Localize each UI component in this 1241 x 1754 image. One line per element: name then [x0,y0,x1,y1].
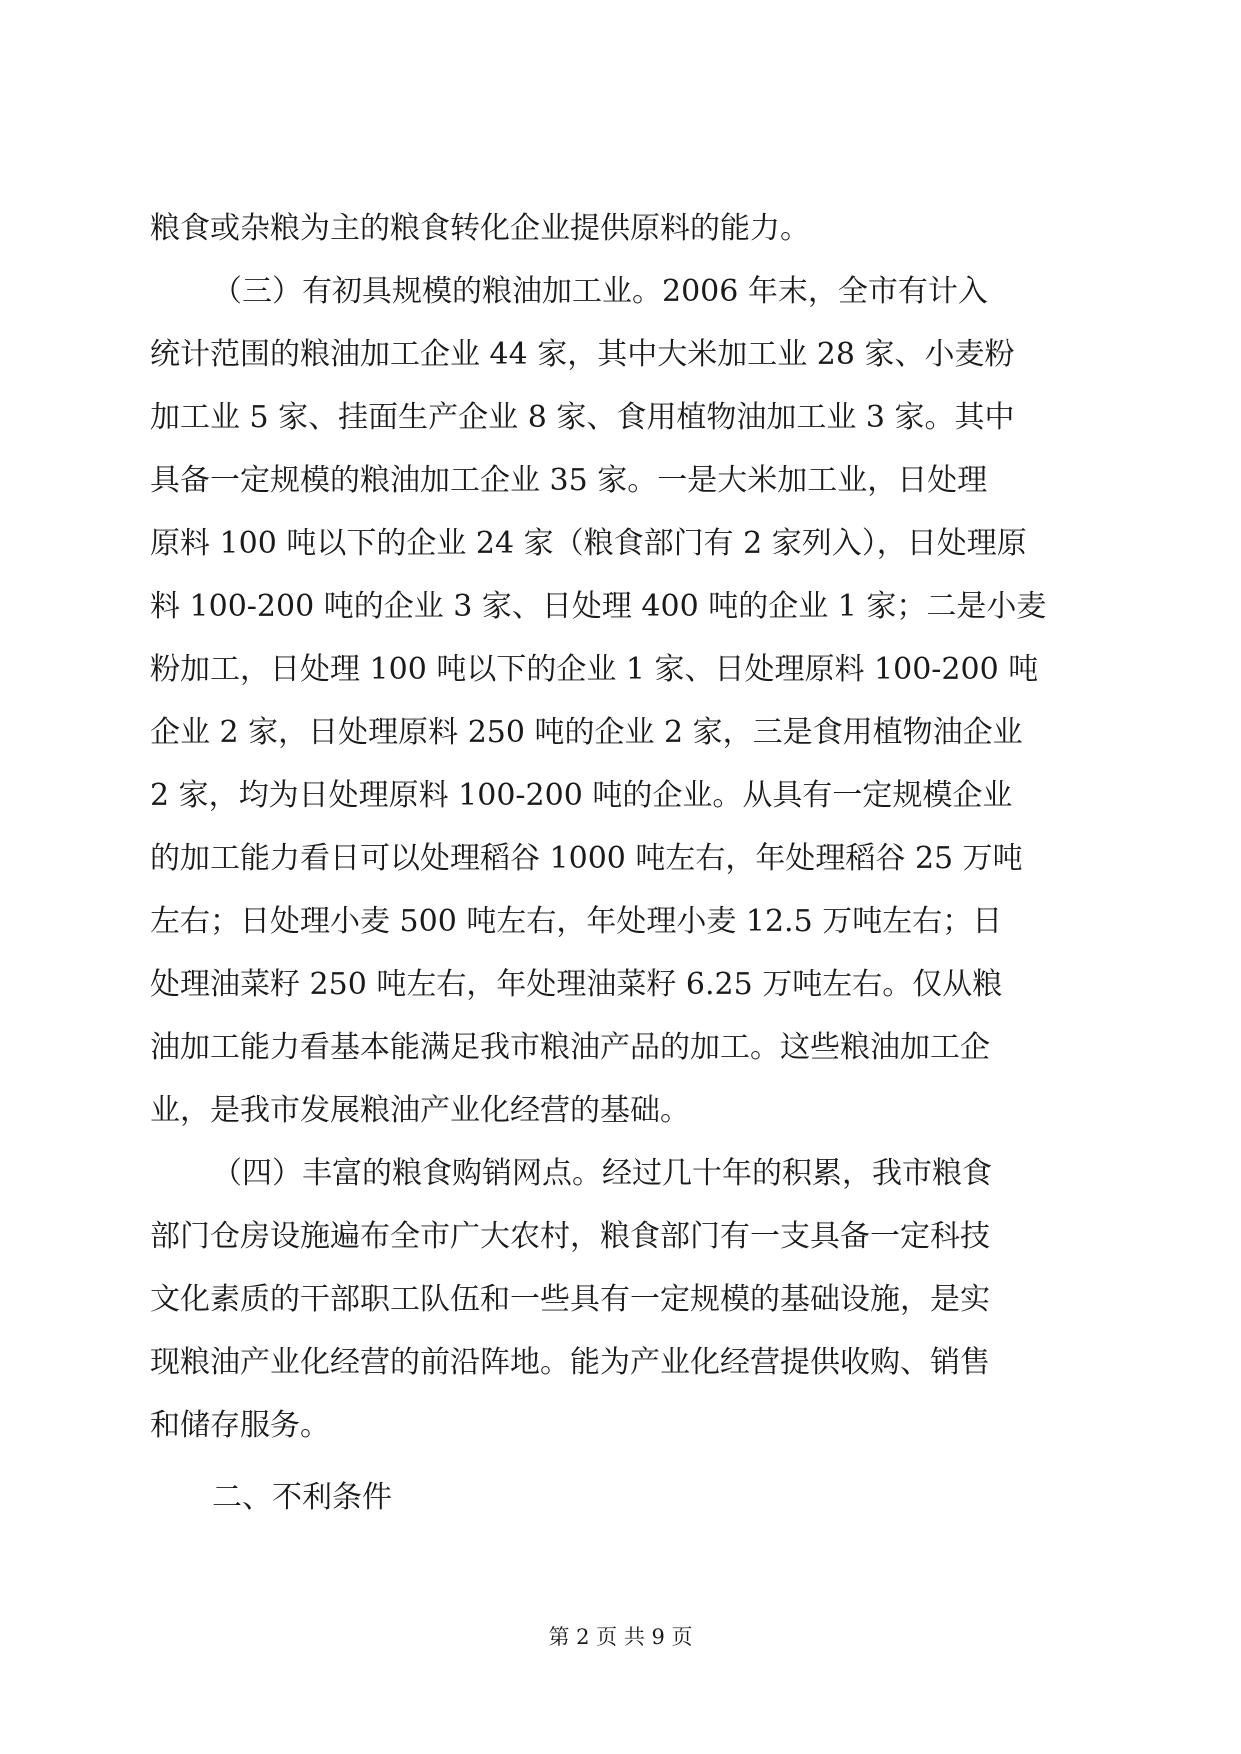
text-line [0,262,1241,322]
text-line [0,640,1241,700]
text-line [0,1396,1241,1456]
line-text: 油加工能力看基本能满足我市粮油产品的加工。这些粮油加工企 [150,1030,990,1065]
line-text: 左右；日处理小麦 500 吨左右，年处理小麦 12.5 万吨左右；日 [150,904,1003,939]
line-text: （三）有初具规模的粮油加工业。2006 年末，全市有计入 [212,274,988,309]
line-text: 和储存服务。 [150,1408,330,1443]
line-text: 加工业 5 家、挂面生产企业 8 家、食用植物油加工业 3 家。其中 [150,400,1015,435]
line-text: 粉加工，日处理 100 吨以下的企业 1 家、日处理原料 100-200 吨 [150,652,1039,687]
line-text: （四）丰富的粮食购销网点。经过几十年的积累，我市粮食 [212,1156,992,1191]
line-text: 部门仓房设施遍布全市广大农村，粮食部门有一支具备一定科技 [150,1219,990,1254]
section-heading [0,1468,1241,1528]
line-text: 粮食或杂粮为主的粮食转化企业提供原料的能力。 [150,211,810,246]
line-text: 具备一定规模的粮油加工企业 35 家。一是大米加工业，日处理 [150,463,988,498]
line-text: 业，是我市发展粮油产业化经营的基础。 [150,1093,690,1128]
line-text: 的加工能力看日可以处理稻谷 1000 吨左右，年处理稻谷 25 万吨 [150,841,1023,876]
line-text: 统计范围的粮油加工企业 44 家，其中大米加工业 28 家、小麦粉 [150,337,1015,372]
text-line [0,1207,1241,1267]
text-line [0,1144,1241,1204]
text-line [0,325,1241,385]
text-line [0,577,1241,637]
line-text: 料 100-200 吨的企业 3 家、日处理 400 吨的企业 1 家；二是小麦 [150,589,1047,624]
line-text: 企业 2 家，日处理原料 250 吨的企业 2 家，三是食用植物油企业 [150,715,1023,750]
text-line [0,451,1241,511]
text-line [0,199,1241,259]
text-line [0,703,1241,763]
text-line [0,1270,1241,1330]
text-line [0,1018,1241,1078]
text-line [0,514,1241,574]
line-text: 现粮油产业化经营的前沿阵地。能为产业化经营提供收购、销售 [150,1345,990,1380]
text-line [0,766,1241,826]
line-text: 处理油菜籽 250 吨左右，年处理油菜籽 6.25 万吨左右。仅从粮 [150,967,1003,1002]
text-line [0,1081,1241,1141]
text-line [0,388,1241,448]
line-text: 原料 100 吨以下的企业 24 家（粮食部门有 2 家列入），日处理原 [150,526,1027,561]
line-text: 2 家，均为日处理原料 100-200 吨的企业。从具有一定规模企业 [150,778,1013,813]
text-line [0,892,1241,952]
line-text: 文化素质的干部职工队伍和一些具有一定规模的基础设施，是实 [150,1282,990,1317]
text-line [0,829,1241,889]
page-number-footer: 第 2 页 共 9 页 [548,1625,693,1649]
text-line [0,1333,1241,1393]
section-heading-text: 二、不利条件 [212,1480,392,1515]
text-line [0,955,1241,1015]
